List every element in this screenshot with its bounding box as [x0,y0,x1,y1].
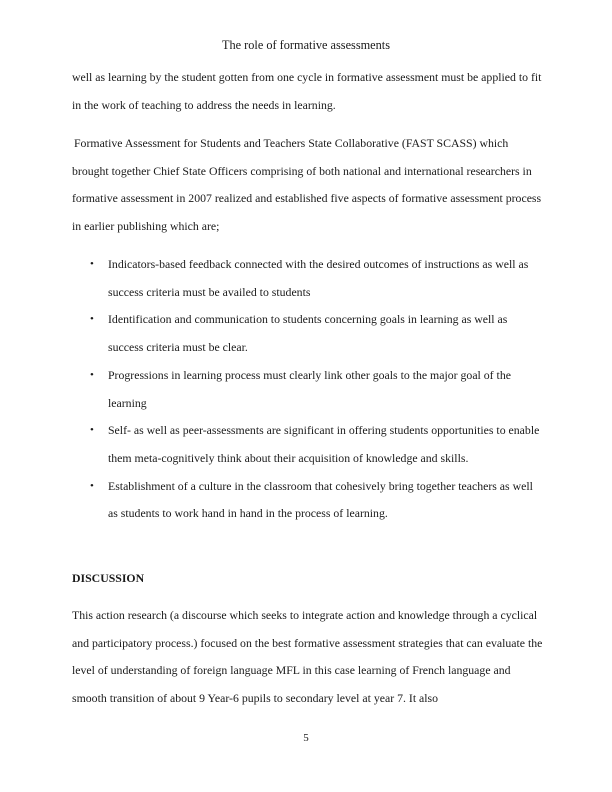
discussion-heading: DISCUSSION [72,571,145,585]
list-item-text: Establishment of a culture in the classroom that cohesively bring together teachers as well as students to work hand in hand in the process of learning. [108,478,533,521]
formative-aspects-list [72,251,544,528]
running-header: The role of formative assessments [221,38,390,52]
list-item [72,362,544,417]
paragraph-fast-scass: Formative Assessment for Students and Teachers State Collaborative (FAST SCASS) which brought together Chief State Officers comprising of both national and international researchers in formative assessment in 2007 realized and established five aspects of formative assessment process in earlier publishing which are; [72,136,542,234]
list-item [72,473,544,528]
list-item [72,251,544,306]
page-number: 5 [303,732,309,744]
list-item-text: Self- as well as peer-assessments are significant in offering students opportunities to enable them meta-cognitively think about their acquisition of knowledge and skills. [108,423,540,465]
bullet-icon: • [90,313,94,326]
list-item-text: Indicators-based feedback connected with the desired outcomes of instructions as well as success criteria must be availed to students [108,257,529,299]
bullet-icon: • [90,479,94,492]
list-item [72,417,544,472]
bullet-icon: • [90,424,94,437]
paragraph-continuation: well as learning by the student gotten from one cycle in formative assessment must be applied to fit in the work of teaching to address the needs in learning. [72,70,542,112]
bullet-icon: • [90,258,94,270]
list-item-text: Progressions in learning process must clearly link other goals to the major goal of the learning [108,367,511,410]
discussion-paragraph: This action research (a discourse which seeks to integrate action and knowledge through a cyclical and participatory process.) focused on the best formative assessment strategies that can evaluate the level of understanding of foreign language MFL in this case learning of French language and smooth transition of about 9 Year-6 pupils to secondary level at year 7. It also [72,608,543,706]
bullet-icon: • [90,368,94,381]
list-item [72,306,544,361]
list-item-text: Identification and communication to students concerning goals in learning as well as success criteria must be clear. [108,312,508,355]
